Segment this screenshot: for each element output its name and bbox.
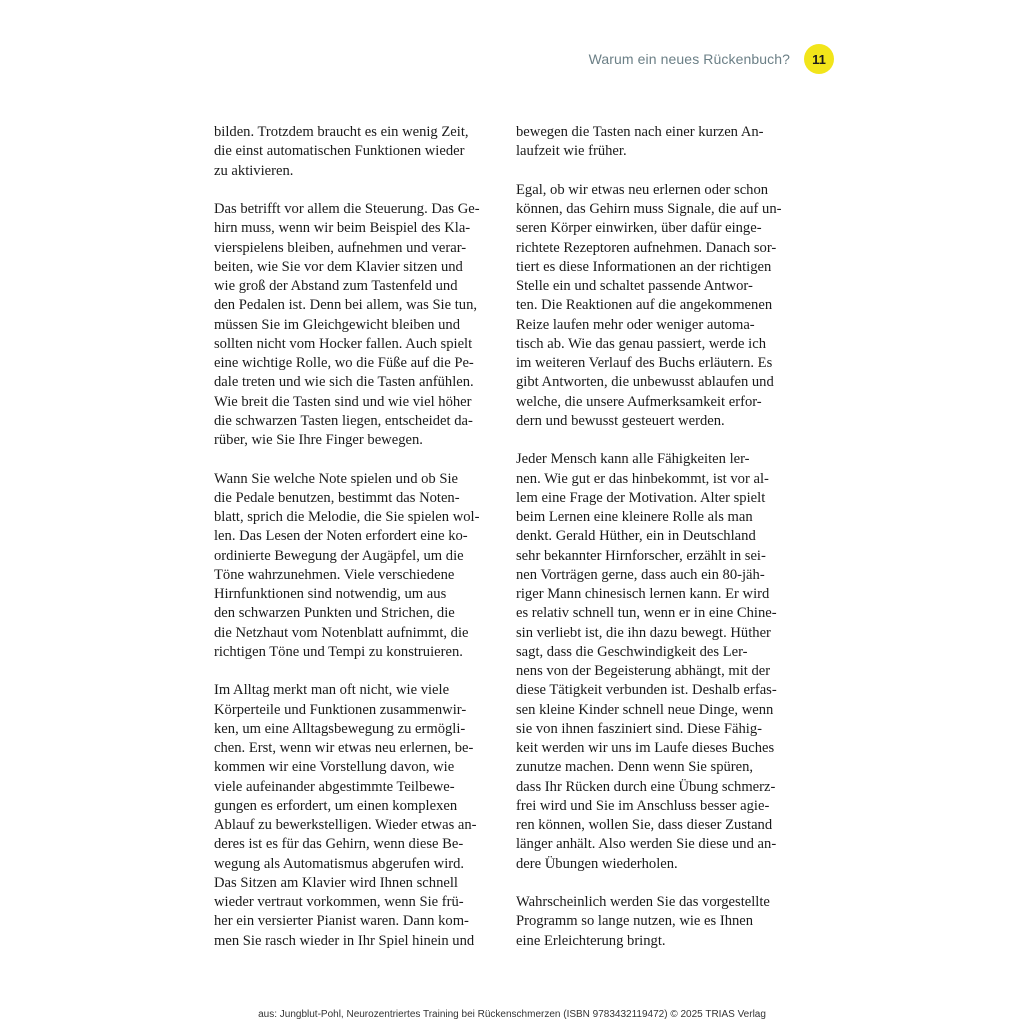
text-line: zu aktivieren.	[214, 162, 294, 179]
text-line: Das betrifft vor allem die Steuerung. Das Ge-	[214, 201, 480, 217]
page-number-badge: 11	[804, 44, 834, 74]
text-line: die einst automatischen Funktionen wieder	[214, 143, 465, 160]
paragraph-gap	[516, 162, 796, 181]
text-line: dern und bewusst gesteuert werden.	[516, 412, 725, 429]
text-line: eine Erleichterung bringt.	[516, 932, 666, 949]
text-line: dere Übungen wiederholen.	[516, 855, 678, 872]
text-line: eine wichtige Rolle, wo die Füße auf die Pe-	[214, 355, 474, 371]
left-text-column	[214, 123, 494, 951]
text-line: bilden. Trotzdem braucht es ein wenig Zeit,	[214, 124, 469, 140]
text-line: zunutze machen. Denn wenn Sie spüren,	[516, 759, 754, 776]
text-line: sagt, dass die Geschwindigkeit des Ler-	[516, 643, 748, 660]
text-line: men Sie rasch wieder in Ihr Spiel hinein und	[214, 932, 475, 949]
text-line: Töne wahrzunehmen. Viele verschiedene	[214, 566, 455, 583]
text-line: bewegen die Tasten nach einer kurzen An-	[516, 124, 764, 140]
text-line: hirn muss, wenn wir beim Beispiel des Kla-	[214, 220, 471, 237]
text-line: beiten, wie Sie vor dem Klavier sitzen und	[214, 258, 463, 275]
text-line: tiert es diese Informationen an der richtigen	[516, 258, 772, 275]
text-line: ten. Die Reaktionen auf die angekommenen	[516, 297, 773, 314]
text-line: keit werden wir uns im Laufe dieses Buches	[516, 740, 775, 756]
text-line: Körperteile und Funktionen zusammenwir-	[214, 701, 467, 718]
text-line: es relativ schnell tun, wenn er in eine Chine-	[516, 605, 777, 622]
text-line: sen kleine Kinder schnell neue Dinge, wenn	[516, 701, 774, 718]
text-line: Wann Sie welche Note spielen und ob Sie	[214, 470, 459, 487]
text-line: wie groß der Abstand zum Tastenfeld und	[214, 278, 458, 294]
text-line: Das Sitzen am Klavier wird Ihnen schnell	[214, 874, 458, 891]
text-line: müssen Sie im Gleichgewicht bleiben und	[214, 316, 461, 333]
text-line: rüber, wie Sie Ihre Finger bewegen.	[214, 432, 423, 448]
text-line: können, das Gehirn muss Signale, die auf un-	[516, 201, 782, 217]
running-header	[589, 44, 834, 74]
text-line: laufzeit wie früher.	[516, 143, 627, 160]
text-line: sehr bekannter Hirnforscher, erzählt in sei-	[516, 547, 766, 564]
text-line: richtete Rezeptoren aufnehmen. Danach sor-	[516, 239, 777, 256]
text-line: ren können, wollen Sie, dass dieser Zustand	[516, 817, 773, 833]
text-line: Im Alltag merkt man oft nicht, wie viele	[214, 682, 450, 699]
text-line: sie von ihnen fasziniert sind. Diese Fähig-	[516, 720, 763, 737]
text-line: nen Vorträgen gerne, dass auch ein 80-jäh-	[516, 566, 765, 583]
text-line: Reize laufen mehr oder weniger automa-	[516, 316, 755, 333]
text-line: denkt. Gerald Hüther, ein in Deutschland	[516, 528, 756, 545]
paragraph-gap	[516, 874, 796, 893]
text-line: Hirnfunktionen sind notwendig, um aus	[214, 586, 447, 602]
text-line: die Netzhaut vom Notenblatt aufnimmt, die	[214, 624, 469, 641]
text-line: ken, um eine Alltagsbewegung zu ermögli-	[214, 720, 466, 737]
text-line: dass Ihr Rücken durch eine Übung schmerz-	[516, 778, 776, 795]
text-line: Egal, ob wir etwas neu erlernen oder schon	[516, 181, 769, 198]
text-line: deres ist es für das Gehirn, wenn diese Be-	[214, 836, 464, 853]
text-line: im weiteren Verlauf des Buchs erläutern. Es	[516, 355, 773, 371]
paragraph-gap	[214, 450, 494, 469]
paragraph-gap	[214, 662, 494, 681]
text-line: chen. Erst, wenn wir etwas neu erlernen, be-	[214, 740, 474, 756]
text-line: wegung als Automatismus abgerufen wird.	[214, 855, 465, 872]
text-line: dale treten und wie sich die Tasten anfühlen.	[214, 374, 474, 391]
text-line: riger Mann chinesisch lernen kann. Er wird	[516, 586, 770, 602]
text-line: gungen es erfordert, um einen komplexen	[214, 797, 458, 814]
text-line: Jeder Mensch kann alle Fähigkeiten ler-	[516, 451, 750, 468]
chapter-title: Warum ein neues Rückenbuch?	[588, 51, 790, 67]
text-line: gibt Antworten, die unbewusst ablaufen und	[516, 374, 774, 391]
paragraph-gap	[516, 431, 796, 450]
right-text-column	[516, 123, 796, 951]
text-line: Programm so lange nutzen, wie es Ihnen	[516, 913, 754, 930]
text-line: blatt, sprich die Melodie, die Sie spielen wol-	[214, 509, 480, 525]
text-line: den Pedalen ist. Denn bei allem, was Sie tun,	[214, 297, 478, 314]
paragraph-gap	[214, 181, 494, 200]
text-line: lem eine Frage der Motivation. Alter spielt	[516, 489, 766, 506]
text-line: nen. Wie gut er das hinbekommt, ist vor al-	[516, 470, 769, 487]
text-line: len. Das Lesen der Noten erfordert eine ko-	[214, 528, 468, 545]
text-line: den schwarzen Punkten und Strichen, die	[214, 605, 455, 622]
text-line: welche, die unsere Aufmerksamkeit erfor-	[516, 393, 762, 410]
text-line: Wie breit die Tasten sind und wie viel höher	[214, 393, 472, 410]
text-line: diese Tätigkeit verbunden ist. Deshalb erfas-	[516, 682, 777, 699]
text-line: ordinierte Bewegung der Augäpfel, um die	[214, 547, 464, 564]
text-line: nens von der Begeisterung abhängt, mit der	[516, 663, 771, 679]
text-line: die Pedale benutzen, bestimmt das Noten-	[214, 489, 460, 506]
text-line: her ein versierter Pianist waren. Dann kom-	[214, 913, 469, 930]
text-line: sollten nicht vom Hocker fallen. Auch spielt	[214, 335, 473, 352]
text-line: Stelle ein und schaltet passende Antwor-	[516, 278, 753, 294]
text-line: länger anhält. Also werden Sie diese und an-	[516, 836, 777, 853]
text-line: beim Lernen eine kleinere Rolle als man	[516, 509, 753, 525]
text-line: Ablauf zu bewerkstelligen. Wieder etwas an-	[214, 817, 477, 833]
text-line: die schwarzen Tasten liegen, entscheidet da-	[214, 412, 473, 429]
text-line: wieder vertraut vorkommen, wenn Sie frü-	[214, 894, 464, 910]
source-citation: aus: Jungblut-Pohl, Neurozentriertes Training bei Rückenschmerzen (ISBN 9783432119472) © 2025 TRIAS Verlag	[258, 1009, 766, 1020]
text-line: Wahrscheinlich werden Sie das vorgestellte	[516, 894, 770, 910]
text-line: frei wird und Sie im Anschluss besser agie-	[516, 797, 770, 814]
text-line: vierspielens bleiben, aufnehmen und verar-	[214, 239, 467, 256]
text-line: kommen wir eine Vorstellung davon, wie	[214, 759, 455, 776]
text-line: sin verliebt ist, die ihn dazu bewegt. Hüther	[516, 624, 771, 641]
text-line: richtigen Töne und Tempi zu konstruieren.	[214, 643, 463, 660]
text-line: tisch ab. Wie das genau passiert, werde ich	[516, 335, 766, 352]
text-line: seren Körper einwirken, über dafür einge-	[516, 220, 762, 237]
text-line: viele aufeinander abgestimmte Teilbewe-	[214, 778, 455, 795]
